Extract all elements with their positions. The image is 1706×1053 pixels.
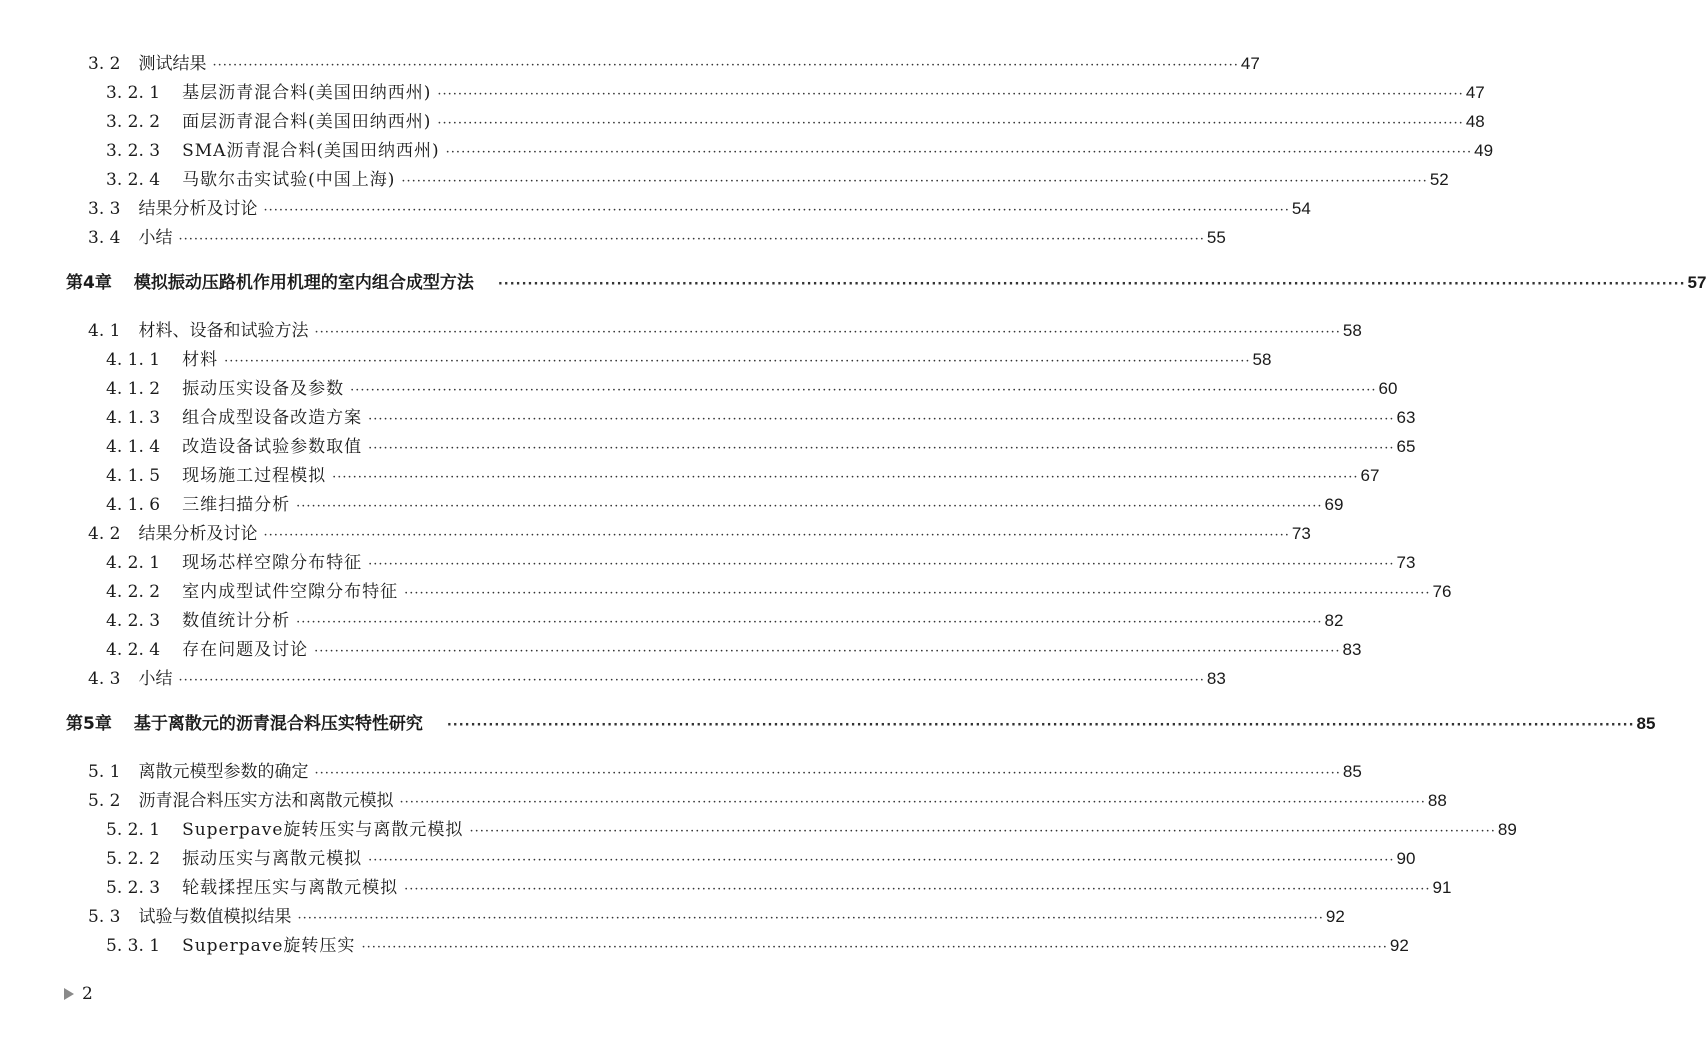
- toc-entry[interactable]: [106, 342, 1272, 370]
- toc-leader-dots: ········································································································································································································: [263, 528, 1290, 543]
- toc-entry[interactable]: [88, 783, 1447, 811]
- toc-entry-number: 4. 2. 2: [106, 582, 161, 602]
- toc-leader-dots: ········································································································································································································: [404, 586, 1431, 601]
- toc-entry-title: 结果分析及讨论: [138, 524, 258, 544]
- toc-entry-number: 5. 3. 1: [106, 936, 161, 956]
- toc-leader-dots: ········································································································································································································: [314, 325, 1341, 340]
- toc-entry-title: 三维扫描分析: [182, 495, 291, 515]
- toc-entry-page: 48: [1465, 112, 1485, 131]
- toc-entry-title: 现场施工过程模拟: [182, 466, 327, 486]
- toc-entry-page: 55: [1206, 228, 1226, 247]
- toc-entry-page: 67: [1360, 466, 1380, 485]
- toc-entry-number: 4. 2. 1: [106, 553, 161, 573]
- toc-entry-page: 89: [1497, 820, 1517, 839]
- toc-entry-number: 4. 1. 2: [106, 379, 161, 399]
- toc-entry-page: 47: [1465, 83, 1485, 102]
- toc-entry-number: 5. 2. 1: [106, 820, 161, 840]
- toc-leader-dots: ········································································································································································································: [332, 470, 1359, 485]
- toc-entry-number: 3. 2. 2: [106, 112, 161, 132]
- toc-entry-title: 改造设备试验参数取值: [182, 437, 363, 457]
- toc-entry-page: 76: [1432, 582, 1452, 601]
- toc-leader-dots: ········································································································································································································: [404, 882, 1431, 897]
- toc-entry-number: 3. 3: [88, 199, 121, 219]
- toc-leader-dots: ········································································································································································································: [296, 499, 1323, 514]
- toc-leader-dots: ········································································································································································································: [401, 174, 1428, 189]
- toc-entry-number: 5. 2. 3: [106, 878, 161, 898]
- toc-entry-page: 49: [1474, 141, 1494, 160]
- toc-leader-dots: ········································································································································································································: [469, 824, 1496, 839]
- toc-entry-number: 第5章: [66, 714, 112, 734]
- toc-leader-dots: ········································································································································································································: [437, 116, 1464, 131]
- toc-entry[interactable]: [106, 75, 1485, 103]
- toc-entry[interactable]: [106, 162, 1449, 190]
- toc-entry-number: 4. 3: [88, 669, 121, 689]
- toc-entry-number: 4. 2. 4: [106, 640, 161, 660]
- toc-entry-page: 92: [1389, 936, 1409, 955]
- toc-leader-dots: ········································································································································································································: [368, 853, 1395, 868]
- toc-entry[interactable]: [106, 487, 1344, 515]
- toc-entry-number: 5. 3: [88, 907, 121, 927]
- toc-entry-number: 4. 1. 1: [106, 350, 161, 370]
- toc-entry-number: 3. 2. 1: [106, 83, 161, 103]
- toc-leader-dots: ········································································································································································································: [437, 87, 1464, 102]
- toc-leader-dots: ········································································································································································································: [314, 644, 1341, 659]
- toc-entry-number: 3. 2. 4: [106, 170, 161, 190]
- toc-entry-title: SMA沥青混合料(美国田纳西州): [182, 141, 440, 161]
- toc-leader-dots: ········································································································································································································: [361, 940, 1388, 955]
- toc-entry-title: 结果分析及讨论: [138, 199, 258, 219]
- toc-entry[interactable]: [106, 870, 1452, 898]
- toc-entry-page: 82: [1324, 611, 1344, 630]
- toc-entry-title: 振动压实与离散元模拟: [182, 849, 363, 869]
- toc-entry[interactable]: [88, 220, 1226, 248]
- page-number: 2: [82, 984, 93, 1004]
- toc-entry-number: 第4章: [66, 273, 112, 293]
- toc-leader-dots: ········································································································································································································: [368, 557, 1395, 572]
- toc-entry-title: 马歇尔击实试验(中国上海): [182, 170, 396, 190]
- toc-leader-dots: ········································································································································································································: [368, 412, 1395, 427]
- toc-entry-page: 58: [1342, 321, 1362, 340]
- toc-entry-page: 47: [1240, 54, 1260, 73]
- toc-entry-page: 85: [1636, 714, 1656, 733]
- toc-entry-number: 4. 1: [88, 321, 121, 341]
- toc-entry-number: 4. 1. 4: [106, 437, 161, 457]
- toc-entry[interactable]: [106, 841, 1416, 869]
- toc-entry-page: 69: [1324, 495, 1344, 514]
- toc-entry-title: 振动压实设备及参数: [182, 379, 345, 399]
- toc-entry[interactable]: [88, 661, 1226, 689]
- toc-entry-title: 现场芯样空隙分布特征: [182, 553, 363, 573]
- toc-entry-title: 组合成型设备改造方案: [182, 408, 363, 428]
- toc-entry-title: 沥青混合料压实方法和离散元模拟: [138, 791, 394, 811]
- toc-entry-title: 材料: [182, 350, 219, 370]
- toc-entry-title: 轮载揉捏压实与离散元模拟: [182, 878, 399, 898]
- toc-leader-dots: ········································································································································································································: [178, 232, 1205, 247]
- toc-entry-page: 57: [1687, 273, 1706, 292]
- toc-leader-dots: ········································································································································································································: [297, 911, 1324, 926]
- toc-entry-number: 5. 1: [88, 762, 121, 782]
- toc-entry-page: 54: [1291, 199, 1311, 218]
- toc-entry[interactable]: [88, 46, 1260, 74]
- toc-entry-title: 材料、设备和试验方法: [138, 321, 309, 341]
- toc-entry[interactable]: [88, 899, 1345, 927]
- toc-entry-number: 5. 2. 2: [106, 849, 161, 869]
- toc-entry-page: 83: [1206, 669, 1226, 688]
- toc-entry-page: 58: [1252, 350, 1272, 369]
- toc-entry-number: 4. 2. 3: [106, 611, 161, 631]
- toc-entry-page: 91: [1432, 878, 1452, 897]
- toc-entry-title: Superpave旋转压实与离散元模拟: [182, 820, 464, 840]
- toc-entry[interactable]: [106, 545, 1416, 573]
- toc-entry-title: Superpave旋转压实: [182, 936, 356, 956]
- toc-entry-page: 73: [1291, 524, 1311, 543]
- toc-leader-dots: ········································································································································································································: [263, 203, 1290, 218]
- toc-entry-number: 4. 1. 3: [106, 408, 161, 428]
- toc-leader-dots: ········································································································································································································: [497, 277, 1686, 292]
- toc-entry[interactable]: [106, 603, 1344, 631]
- toc-entry-title: 存在问题及讨论: [182, 640, 309, 660]
- toc-entry-number: 4. 1. 6: [106, 495, 161, 515]
- toc-entry-title: 面层沥青混合料(美国田纳西州): [182, 112, 432, 132]
- toc-entry-title: 数值统计分析: [182, 611, 291, 631]
- toc-entry[interactable]: [106, 928, 1409, 956]
- toc-entry-title: 小结: [138, 669, 173, 689]
- toc-entry[interactable]: [88, 191, 1311, 219]
- toc-entry[interactable]: [106, 574, 1452, 602]
- toc-entry-number: 3. 2. 3: [106, 141, 161, 161]
- toc-entry[interactable]: [106, 429, 1416, 457]
- toc-entry[interactable]: [106, 458, 1380, 486]
- page-footer: [64, 984, 93, 1004]
- toc-entry-page: 88: [1427, 791, 1447, 810]
- toc-entry-page: 83: [1342, 640, 1362, 659]
- toc-leader-dots: ········································································································································································································: [224, 354, 1251, 369]
- toc-entry-title: 基于离散元的沥青混合料压实特性研究: [133, 714, 423, 734]
- toc-entry[interactable]: [88, 516, 1311, 544]
- toc-entry-title: 模拟振动压路机作用机理的室内组合成型方法: [133, 273, 474, 293]
- toc-entry-title: 小结: [138, 228, 173, 248]
- toc-entry-page: 85: [1342, 762, 1362, 781]
- toc-entry-number: 3. 4: [88, 228, 121, 248]
- toc-entry-page: 90: [1396, 849, 1416, 868]
- toc-entry-title: 离散元模型参数的确定: [138, 762, 309, 782]
- toc-entry-title: 测试结果: [138, 54, 207, 74]
- toc-entry-number: 4. 1. 5: [106, 466, 161, 486]
- toc-chapter-entry[interactable]: [66, 706, 1656, 734]
- toc-leader-dots: ········································································································································································································: [445, 145, 1473, 160]
- toc-entry-page: 92: [1325, 907, 1345, 926]
- toc-entry[interactable]: [88, 754, 1362, 782]
- toc-entry-page: 52: [1429, 170, 1449, 189]
- toc-leader-dots: ········································································································································································································: [296, 615, 1323, 630]
- toc-entry-page: 63: [1396, 408, 1416, 427]
- triangle-right-icon: [64, 988, 74, 1000]
- toc-entry-number: 5. 2: [88, 791, 121, 811]
- toc-entry-title: 试验与数值模拟结果: [138, 907, 292, 927]
- toc-leader-dots: ········································································································································································································: [399, 795, 1426, 810]
- toc-leader-dots: ········································································································································································································: [178, 673, 1205, 688]
- toc-entry-number: 4. 2: [88, 524, 121, 544]
- toc-entry-page: 60: [1378, 379, 1398, 398]
- toc-entry[interactable]: [88, 313, 1362, 341]
- toc-entry-title: 室内成型试件空隙分布特征: [182, 582, 399, 602]
- toc-entry-page: 65: [1396, 437, 1416, 456]
- toc-entry[interactable]: [106, 400, 1416, 428]
- toc-entry[interactable]: [106, 104, 1485, 132]
- toc-leader-dots: ········································································································································································································: [212, 58, 1239, 73]
- toc-chapter-entry[interactable]: [66, 265, 1706, 293]
- toc-entry-number: 3. 2: [88, 54, 121, 74]
- toc-entry[interactable]: [106, 133, 1494, 161]
- toc-leader-dots: ········································································································································································································: [314, 766, 1341, 781]
- toc-entry-page: 73: [1396, 553, 1416, 572]
- toc-leader-dots: ········································································································································································································: [446, 718, 1635, 733]
- toc-entry[interactable]: [106, 812, 1517, 840]
- toc-entry[interactable]: [106, 632, 1362, 660]
- toc-entry-title: 基层沥青混合料(美国田纳西州): [182, 83, 432, 103]
- toc-entry[interactable]: [106, 371, 1398, 399]
- toc-leader-dots: ········································································································································································································: [368, 441, 1395, 456]
- toc-leader-dots: ········································································································································································································: [350, 383, 1377, 398]
